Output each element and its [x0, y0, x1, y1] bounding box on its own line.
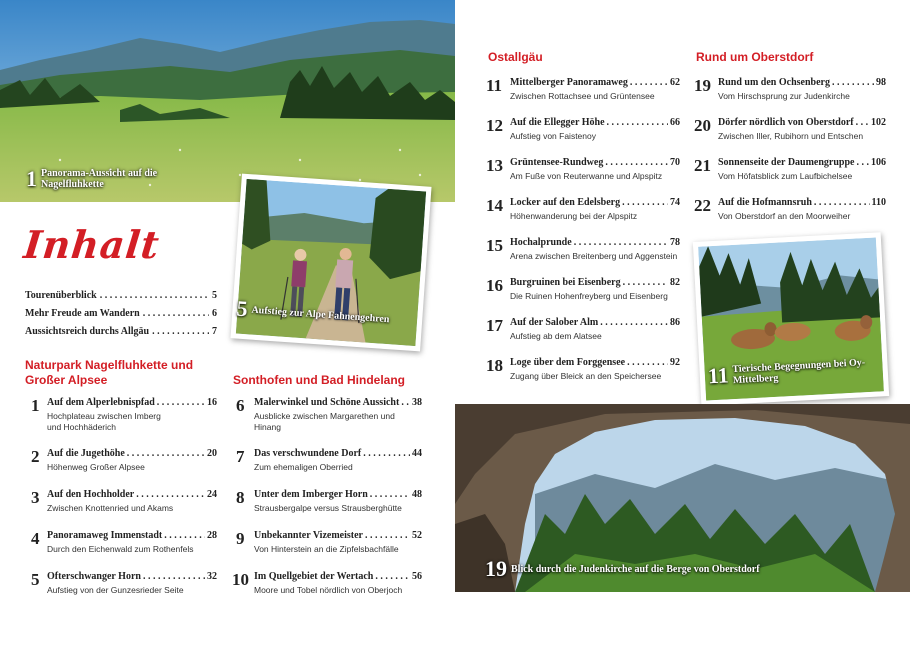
cave-arch-caption	[485, 556, 760, 582]
leader-dots	[623, 277, 668, 288]
page-number: 5	[212, 290, 217, 301]
panorama-photo	[0, 0, 455, 202]
page-number: 92	[670, 357, 680, 368]
tour-entry-14[interactable]	[486, 197, 680, 225]
leader-dots	[365, 530, 410, 541]
tour-subtitle: Aufstieg von der Gunzesrieder Seite	[47, 585, 184, 595]
intro-item[interactable]	[25, 290, 217, 301]
page-number: 70	[670, 157, 680, 168]
tour-subtitle: Hochplateau zwischen Imberg und Hochhäderich	[47, 411, 161, 432]
leader-dots	[857, 157, 870, 168]
tour-title: Unbekannter Vizemeister	[254, 530, 363, 541]
tour-entry-18[interactable]	[486, 357, 680, 385]
tour-entry-4[interactable]	[31, 530, 217, 558]
leader-dots	[630, 77, 668, 88]
tour-number: 17	[486, 316, 503, 335]
tour-title: Auf die Ellegger Höhe	[510, 117, 605, 128]
tour-subtitle: Durch den Eichenwald zum Rothenfels	[47, 544, 194, 554]
leader-dots	[127, 448, 205, 459]
hikers-photo	[230, 174, 431, 352]
tour-number: 18	[486, 356, 503, 375]
page-number: 7	[212, 326, 217, 337]
tour-number: 16	[486, 276, 503, 295]
leader-dots	[605, 157, 668, 168]
tour-title: Grüntensee-Rundweg	[510, 157, 604, 168]
tour-number: 3	[31, 488, 40, 507]
leader-dots	[401, 397, 410, 408]
intro-label: Aussichtsreich durchs Allgäu	[25, 326, 150, 337]
intro-item[interactable]	[25, 326, 217, 337]
leader-dots	[375, 571, 410, 582]
page-number: 82	[670, 277, 680, 288]
leader-dots	[600, 317, 668, 328]
tour-subtitle: Aufstieg von Faistenoy	[510, 131, 596, 141]
cave-arch-photo	[455, 404, 910, 592]
tour-entry-20[interactable]	[694, 117, 886, 145]
tour-title: Mittelberger Panoramaweg	[510, 77, 628, 88]
leader-dots	[574, 237, 668, 248]
tour-entry-10[interactable]	[232, 571, 422, 599]
tour-subtitle: Von Oberstdorf an den Moorweiher	[718, 211, 851, 221]
tour-entry-22[interactable]	[694, 197, 886, 225]
tour-entry-7[interactable]	[236, 448, 422, 476]
leader-dots	[164, 530, 205, 541]
tour-subtitle: Höhenwanderung bei der Alpspitz	[510, 211, 638, 221]
tour-subtitle: Höhenweg Großer Alpsee	[47, 462, 145, 472]
cows-photo	[693, 232, 889, 406]
tour-subtitle: Ausblicke zwischen Margarethen und Hinang	[254, 411, 395, 432]
tour-number: 2	[31, 447, 40, 466]
caption-text: Tierische Begegnungen bei Oy-Mittelberg	[732, 357, 866, 387]
tour-entry-5[interactable]	[31, 571, 217, 599]
tour-title: Locker auf den Edelsberg	[510, 197, 621, 208]
tour-entry-17[interactable]	[486, 317, 680, 345]
tour-subtitle: Arena zwischen Breitenberg und Aggenstein	[510, 251, 678, 261]
tour-subtitle: Zwischen Iller, Rubihorn und Entschen	[718, 131, 864, 141]
tour-number: 8	[236, 488, 245, 507]
tour-title: Hochalprunde	[510, 237, 572, 248]
tour-number: 19	[694, 76, 711, 95]
tour-entry-1[interactable]	[31, 396, 217, 432]
tour-entry-2[interactable]	[31, 448, 217, 476]
tour-subtitle: Die Ruinen Hohenfreyberg und Eisenberg	[510, 291, 668, 301]
tour-entry-12[interactable]	[486, 117, 680, 145]
caption-number: 5	[235, 295, 249, 322]
tour-number: 15	[486, 236, 503, 255]
intro-label: Mehr Freude am Wandern	[25, 308, 140, 319]
page-title: Inhalt	[21, 222, 163, 267]
leader-dots	[100, 290, 209, 301]
tour-number: 5	[31, 570, 40, 589]
section-heading-oberstdorf: Rund um Oberstdorf	[696, 50, 814, 64]
tour-subtitle: Moore und Tobel nördlich von Oberjoch	[254, 585, 403, 595]
page-number: 74	[670, 197, 680, 208]
page-number: 86	[670, 317, 680, 328]
tour-subtitle: Zwischen Rottachsee und Grüntensee	[510, 91, 655, 101]
tour-number: 9	[236, 529, 245, 548]
tour-subtitle: Am Fuße von Reuterwanne und Alpspitz	[510, 171, 663, 181]
page-number: 62	[670, 77, 680, 88]
leader-dots	[627, 357, 668, 368]
tour-number: 12	[486, 116, 503, 135]
tour-number: 4	[31, 529, 40, 548]
tour-subtitle: Zum ehemaligen Oberried	[254, 462, 353, 472]
tour-number: 14	[486, 196, 503, 215]
page-number: 78	[670, 237, 680, 248]
leader-dots	[814, 197, 870, 208]
tour-title: Loge über dem Forggensee	[510, 357, 626, 368]
tour-title: Unter dem Imberger Horn	[254, 489, 368, 500]
section-heading-sonthofen: Sonthofen und Bad Hindelang	[233, 373, 405, 387]
page-number: 98	[876, 77, 886, 88]
tour-number: 13	[486, 156, 503, 175]
tour-subtitle: Strausbergalpe versus Strausberghütte	[254, 503, 402, 513]
tour-number: 22	[694, 196, 711, 215]
tour-title: Auf dem Alperlebnispfad	[47, 397, 155, 408]
page-number: 20	[207, 448, 217, 459]
tour-number: 1	[31, 396, 40, 415]
leader-dots	[363, 448, 410, 459]
leader-dots	[157, 397, 205, 408]
tour-number: 10	[232, 570, 249, 589]
tour-entry-15[interactable]	[486, 237, 680, 265]
caption-number: 19	[485, 556, 507, 581]
panorama-caption	[26, 166, 181, 192]
tour-entry-13[interactable]	[486, 157, 680, 185]
tour-entry-19[interactable]	[694, 77, 886, 105]
tour-number: 21	[694, 156, 711, 175]
tour-title: Panoramaweg Immenstadt	[47, 530, 163, 541]
tour-title: Malerwinkel und Schöne Aussicht	[254, 397, 400, 408]
page-number: 52	[412, 530, 422, 541]
page-number: 102	[871, 117, 886, 128]
leader-dots	[622, 197, 668, 208]
tour-title: Auf der Salober Alm	[510, 317, 599, 328]
leader-dots	[856, 117, 869, 128]
tour-number: 20	[694, 116, 711, 135]
page-number: 48	[412, 489, 422, 500]
tour-subtitle: Vom Höfatsblick zum Laufbichelsee	[718, 171, 853, 181]
tour-title: Burgruinen bei Eisenberg	[510, 277, 621, 288]
tour-title: Das verschwundene Dorf	[254, 448, 362, 459]
tour-entry-11[interactable]	[486, 77, 680, 105]
leader-dots	[136, 489, 205, 500]
leader-dots	[370, 489, 410, 500]
tour-number: 7	[236, 447, 245, 466]
page-number: 24	[207, 489, 217, 500]
page-number: 32	[207, 571, 217, 582]
page-number: 6	[212, 308, 217, 319]
tour-entry-3[interactable]	[31, 489, 217, 517]
page-number: 38	[412, 397, 422, 408]
tour-subtitle: Vom Hirschsprung zur Judenkirche	[718, 91, 850, 101]
tour-number: 11	[486, 76, 503, 95]
tour-subtitle: Aufstieg ab dem Alatsee	[510, 331, 602, 341]
caption-number: 1	[26, 166, 37, 191]
page-number: 110	[871, 197, 886, 208]
page-number: 16	[207, 397, 217, 408]
tour-entry-9[interactable]	[236, 530, 422, 558]
page-number: 106	[871, 157, 886, 168]
caption-text: Panorama-Aussicht auf die Nagelfluhkette	[41, 168, 158, 190]
section-heading-ostallgaeu: Ostallgäu	[488, 50, 543, 64]
leader-dots	[832, 77, 874, 88]
intro-item[interactable]	[25, 308, 217, 319]
tour-entry-8[interactable]	[236, 489, 422, 517]
intro-label: Tourenüberblick	[25, 290, 97, 301]
tour-subtitle: Zwischen Knottenried und Akams	[47, 503, 174, 513]
caption-text: Aufstieg zur Alpe Fahnengehren	[251, 304, 390, 325]
tour-title: Auf die Hofmannsruh	[718, 197, 812, 208]
page-number: 66	[670, 117, 680, 128]
leader-dots	[143, 308, 209, 319]
page-number: 56	[412, 571, 422, 582]
tour-entry-16[interactable]	[486, 277, 680, 305]
caption-text: Blick durch die Judenkirche auf die Berge von Oberstdorf	[511, 563, 760, 575]
leader-dots	[152, 326, 209, 337]
tour-title: Ofterschwanger Horn	[47, 571, 141, 582]
tour-subtitle: Von Hinterstein an die Zipfelsbachfälle	[254, 544, 399, 554]
tour-title: Rund um den Ochsenberg	[718, 77, 830, 88]
tour-title: Im Quellgebiet der Wertach	[254, 571, 374, 582]
tour-entry-21[interactable]	[694, 157, 886, 185]
caption-number: 11	[707, 362, 730, 389]
page-number: 44	[412, 448, 422, 459]
tour-title: Dörfer nördlich von Oberstdorf	[718, 117, 854, 128]
tour-title: Auf den Hochholder	[47, 489, 135, 500]
tour-subtitle: Zugang über Bleick an den Speichersee	[510, 371, 662, 381]
leader-dots	[143, 571, 205, 582]
tour-title: Sonnenseite der Daumengruppe	[718, 157, 855, 168]
page-number: 28	[207, 530, 217, 541]
tour-entry-6[interactable]	[236, 396, 422, 432]
leader-dots	[607, 117, 668, 128]
section-heading-nagelfluh: Naturpark Nagelfluhkette und Großer Alpsee	[25, 358, 194, 387]
tour-title: Auf die Jugethöhe	[47, 448, 125, 459]
tour-number: 6	[236, 396, 245, 415]
